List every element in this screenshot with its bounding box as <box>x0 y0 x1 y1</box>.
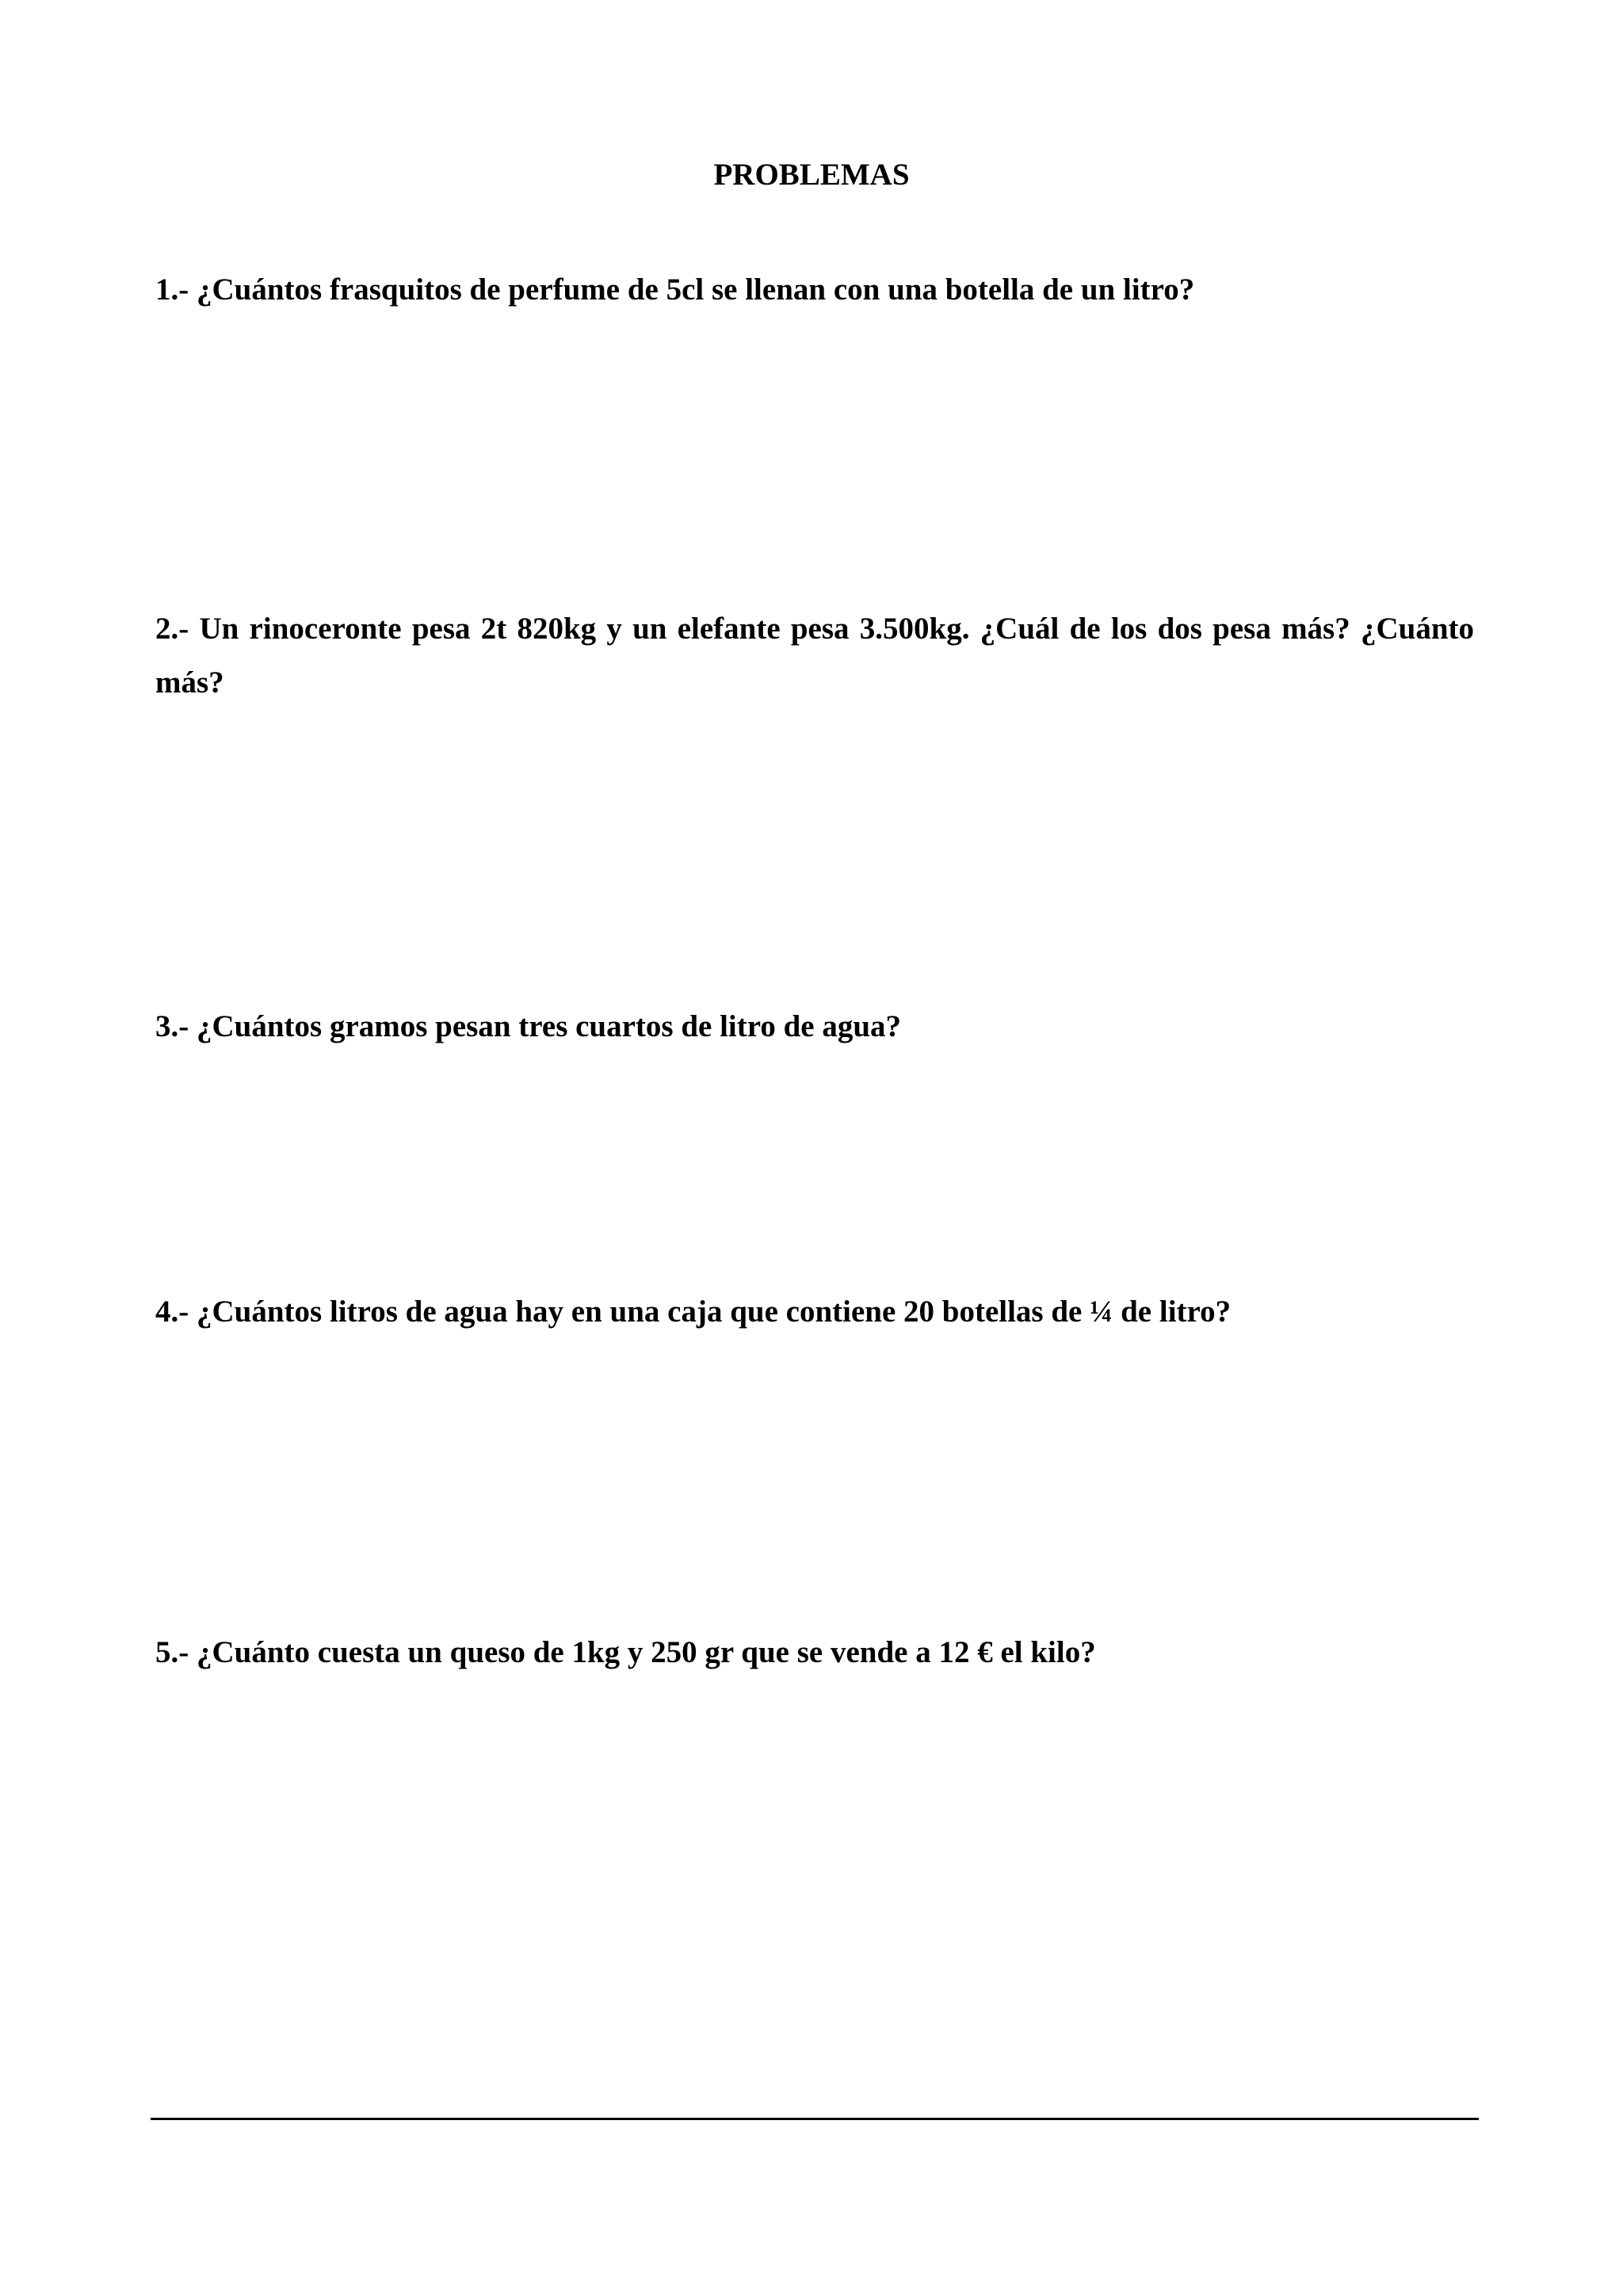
footer-divider <box>151 2118 1479 2120</box>
problem-1: 1.- ¿Cuántos frasquitos de perfume de 5cl se llenan con una botella de un litro? <box>155 273 1195 307</box>
problem-3: 3.- ¿Cuántos gramos pesan tres cuartos de litro de agua? <box>155 1009 902 1043</box>
problem-4: 4.- ¿Cuántos litros de agua hay en una caja que contiene 20 botellas de ¼ de litro? <box>155 1295 1232 1329</box>
problem-5: 5.- ¿Cuánto cuesta un queso de 1kg y 250 gr que se vende a 12 € el kilo? <box>155 1635 1096 1669</box>
page-title: PROBLEMAS <box>713 158 910 192</box>
problem-2: 2.- Un rinoceronte pesa 2t 820kg y un elefante pesa 3.500kg. ¿Cuál de los dos pesa más? ¿Cuánto más? <box>155 612 1474 700</box>
